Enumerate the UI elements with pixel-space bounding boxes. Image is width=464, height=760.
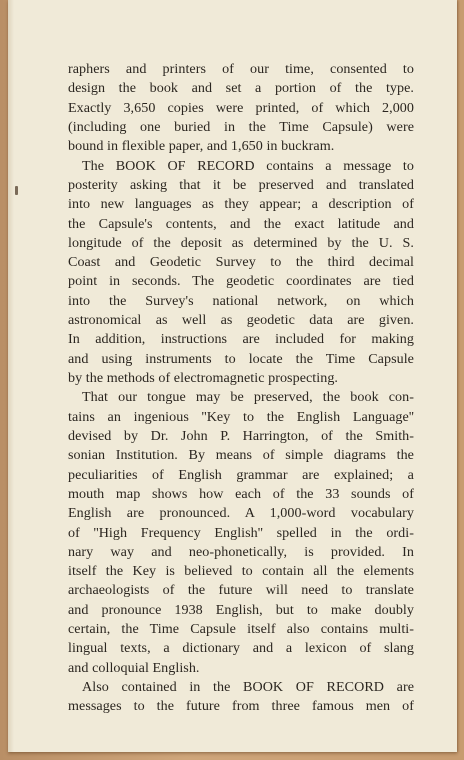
text-line: devised by Dr. John P. Harrington, of the Smith- <box>68 427 414 444</box>
text-line: English are pronounced. A 1,000-word vocabulary <box>68 505 414 522</box>
text-line: into new languages as they appear; a description of <box>68 196 414 213</box>
text-line: by the methods of electromagnetic prospecting. <box>68 370 338 386</box>
text-line: and using instruments to locate the Time Capsule <box>68 350 414 367</box>
text-line: sonian Institution. By means of simple diagrams the <box>68 447 414 464</box>
paragraph-start-line: Also contained in the BOOK OF RECORD are <box>82 679 414 695</box>
text-line: In addition, instructions are included for making <box>68 331 414 348</box>
text-line: raphers and printers of our time, consented to <box>68 61 414 77</box>
body-text <box>68 60 414 717</box>
text-line: and colloquial English. <box>68 659 200 676</box>
text-line: messages to the future from three famous men of <box>68 698 414 715</box>
text-line: design the book and set a portion of the type. <box>68 80 414 97</box>
text-line: lingual texts, a dictionary and a lexicon of slang <box>68 640 414 657</box>
text-line: Coast and Geodetic Survey to the third decimal <box>68 254 414 271</box>
text-line: Exactly 3,650 copies were printed, of which 2,000 <box>68 99 414 116</box>
text-line: point in seconds. The geodetic coordinates are tied <box>68 273 414 290</box>
text-line: nary way and neo-phonetically, is provided. In <box>68 543 414 560</box>
margin-mark <box>15 186 18 195</box>
text-line: itself the Key is believed to contain all the elements <box>68 563 414 580</box>
text-line: and pronounce 1938 English, but to make doubly <box>68 601 414 618</box>
text-line: tains an ingenious ''Key to the English Language'' <box>68 408 414 425</box>
text-line: mouth map shows how each of the 33 sounds of <box>68 485 414 502</box>
text-line: archaeologists of the future will need to translate <box>68 582 414 599</box>
text-line: longitude of the deposit as determined by the U. S. <box>68 234 414 251</box>
text-line: posterity asking that it be preserved and translated <box>68 176 414 193</box>
text-line: the Capsule's contents, and the exact latitude and <box>68 215 414 232</box>
paragraph-start-line: The BOOK OF RECORD contains a message to <box>82 157 414 174</box>
text-line: peculiarities of English grammar are explained; a <box>68 466 414 483</box>
text-line: bound in flexible paper, and 1,650 in buckram. <box>68 138 335 155</box>
text-line: of ''High Frequency English'' spelled in the ordi- <box>68 524 414 541</box>
text-line: certain, the Time Capsule itself also contains multi- <box>68 621 414 638</box>
text-line: astronomical as well as geodetic data are given. <box>68 312 414 329</box>
text-line: (including one buried in the Time Capsule) were <box>68 118 414 135</box>
text-line: into the Survey's national network, on which <box>68 292 414 309</box>
paragraph-start-line: That our tongue may be preserved, the book con- <box>82 389 414 406</box>
document-page <box>8 0 457 752</box>
